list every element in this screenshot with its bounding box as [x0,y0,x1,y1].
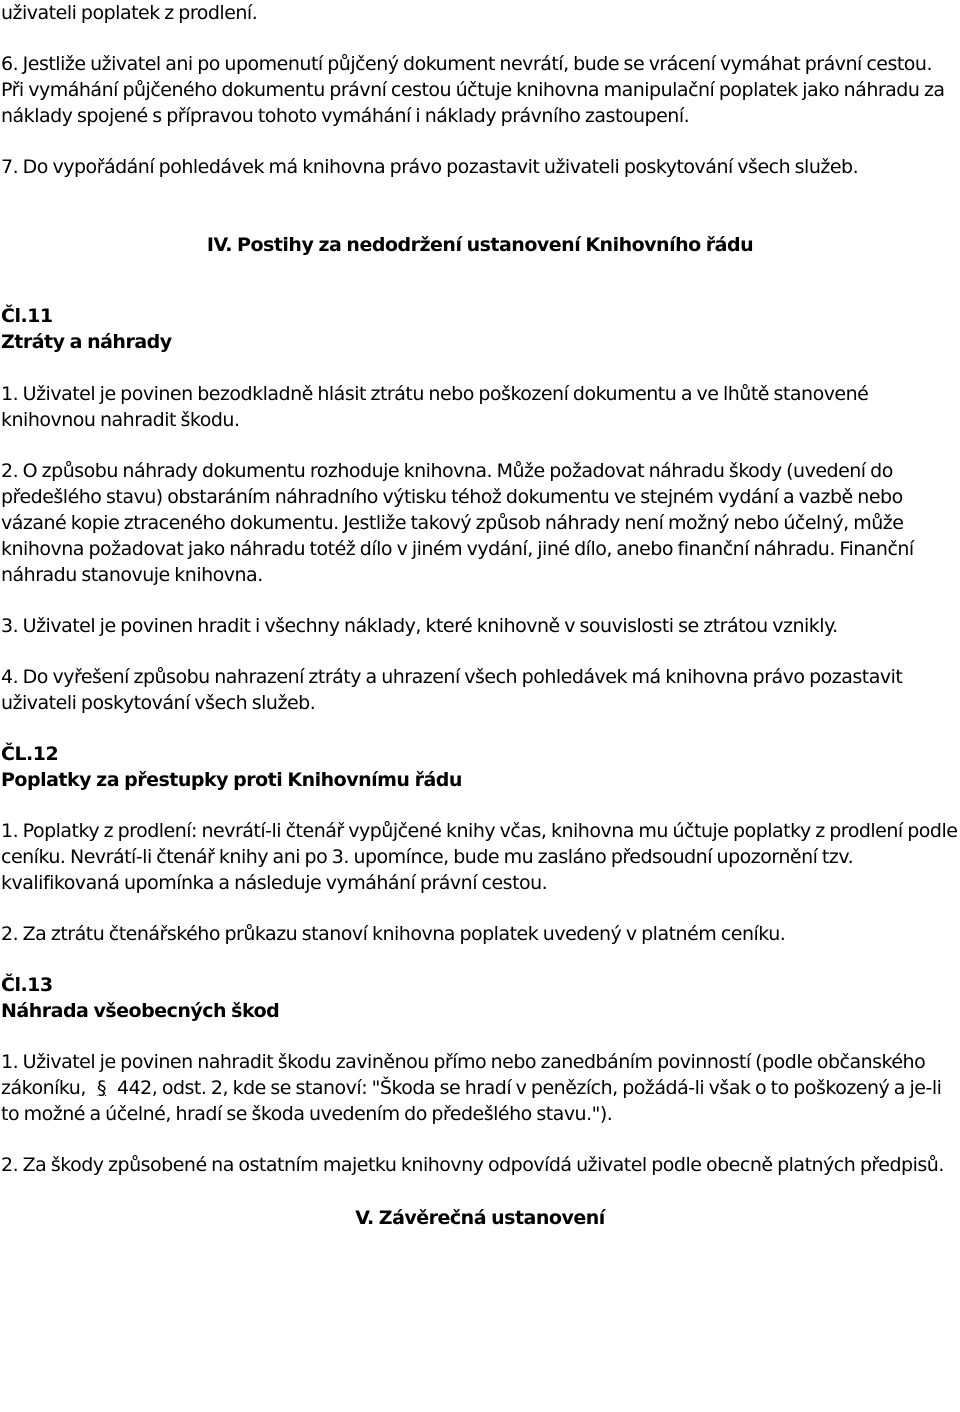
article-12-paragraph-2: 2. Za ztrátu čtenářského průkazu stanoví knihovna poplatek uvedený v platném ceníku. [1,923,786,945]
article-13-title: Náhrada všeobecných škod [1,1000,280,1022]
section-sign: § [96,1077,106,1099]
item-7-text: 7. Do vypořádání pohledávek má knihovna právo pozastavit uživateli poskytování všech služeb. [1,156,859,178]
article-11-paragraph-1: 1. Uživatel je povinen bezodkladně hlásit ztrátu nebo poškození dokumentu a ve lhůtě stanovené knihovnou nahradit škodu. [1,383,869,431]
article-13-number: Čl.13 [1,974,53,996]
article-13-paragraph-1-start: 1. Uživatel je povinen nahradit škodu zaviněnou přímo nebo zanedbáním povinností (podle občanského zákoníku, [1,1051,926,1099]
intro-tail-text: uživateli poplatek z prodlení. [1,2,258,24]
article-11-paragraph-4: 4. Do vyřešení způsobu nahrazení ztráty a uhrazení všech pohledávek má knihovna právo pozastavit uživateli poskytování všech služeb. [1,666,903,714]
article-11-number: Čl.11 [1,305,53,327]
article-11-paragraph-3: 3. Uživatel je povinen hradit i všechny náklady, které knihovně v souvislosti se ztrátou vznikly. [1,615,838,637]
part-v-heading: V. Závěrečná ustanovení [355,1207,605,1229]
article-12-number: ČL.12 [1,743,59,765]
article-12-paragraph-1: 1. Poplatky z prodlení: nevrátí-li čtenář vypůjčené knihy včas, knihovna mu účtuje poplatky z prodlení podle ceníku. Nevrátí-li čtenář knihy ani po 3. upomínce, bude mu zasláno předsoudní upozornění tzv. kvalifikovaná upomínka a následuje vymáhání právní cestou. [1,820,958,894]
article-13-paragraph-1-end: 442, odst. 2, kde se stanoví: "Škoda se hradí v penězích, požádá-li však o to poškozený a je-li to možné a účelné, hradí se škoda uvedením do předešlého stavu."). [1,1077,942,1125]
part-iv-heading: IV. Postihy za nedodržení ustanovení Knihovního řádu [206,234,754,256]
article-13-paragraph-2: 2. Za škody způsobené na ostatním majetku knihovny odpovídá uživatel podle obecně platných předpisů. [1,1154,944,1176]
article-12-title: Poplatky za přestupky proti Knihovnímu řádu [1,769,462,791]
article-13-paragraph-1 [1,1049,959,1127]
article-12-heading [1,741,959,793]
article-11-paragraph-2: 2. O způsobu náhrady dokumentu rozhoduje knihovna. Může požadovat náhradu škody (uvedení do předešlého stavu) obstaráním náhradního výtisku téhož dokumentu ve stejném vydání a vazbě nebo vázané kopie ztraceného dokumentu. Jestliže takový způsob náhrady není možný nebo účelný, může knihovna požadovat jako náhradu totéž dílo v jiném vydání, jiné dílo, anebo finanční náhradu. Finanční náhradu stanovuje knihovna. [1,460,914,586]
article-11-title: Ztráty a náhrady [1,331,172,353]
article-11-heading [1,303,959,355]
article-13-heading [1,972,959,1024]
item-6-text: 6. Jestliže uživatel ani po upomenutí půjčený dokument nevrátí, bude se vrácení vymáhat právní cestou. Při vymáhání půjčeného dokumentu právní cestou účtuje knihovna manipulační poplatek jako náhradu za náklady spojené s přípravou tohoto vymáhání i náklady právního zastoupení. [1,53,945,127]
